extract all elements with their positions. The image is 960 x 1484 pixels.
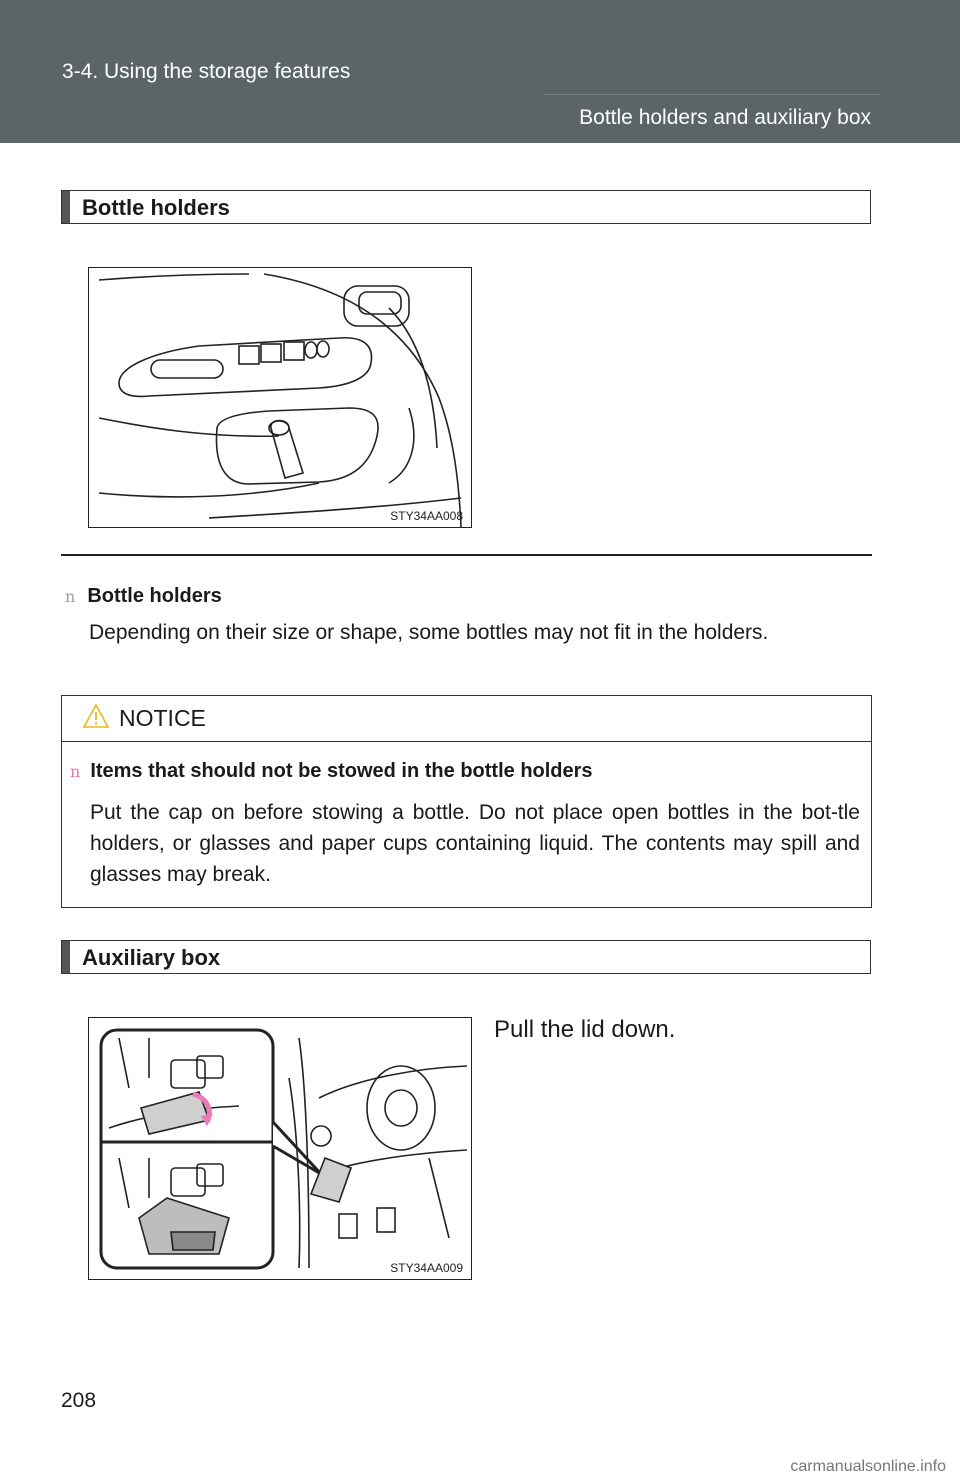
info-heading-text: Bottle holders	[87, 585, 222, 607]
chapter-title: 3-4. Using the storage features	[62, 60, 351, 83]
notice-heading	[70, 760, 593, 783]
notice-title-row	[62, 696, 871, 742]
warning-triangle-icon	[82, 703, 110, 729]
info-heading	[65, 585, 222, 608]
watermark: carmanualsonline.info	[790, 1458, 946, 1475]
dashboard-drawing	[89, 1018, 471, 1279]
page-subtitle: Bottle holders and auxiliary box	[579, 106, 871, 129]
notice-title: NOTICE	[119, 705, 206, 731]
bullet-marker: n	[65, 587, 76, 606]
notice-body: Put the cap on before stowing a bottle. Do not place open bottles in the bot-tle holders, or glasses and paper cups containing liquid. The contents may spill and glasses may break.	[90, 801, 860, 886]
section-heading-bottle-holders	[61, 190, 871, 224]
figure-code: STY34AA008	[390, 509, 463, 523]
section-heading-bar	[62, 191, 70, 223]
section-divider	[61, 554, 872, 556]
notice-bullet-marker: n	[70, 762, 81, 781]
page-number: 208	[61, 1389, 97, 1412]
section-title: Bottle holders	[82, 195, 230, 220]
auxiliary-box-instruction: Pull the lid down.	[494, 1016, 676, 1043]
notice-heading-text: Items that should not be stowed in the bottle holders	[90, 760, 593, 782]
notice-box	[61, 695, 872, 908]
section-title: Auxiliary box	[82, 945, 221, 970]
door-panel-drawing	[89, 268, 471, 527]
section-heading-bar	[62, 941, 70, 973]
header-rule	[545, 94, 881, 95]
section-heading-auxiliary-box	[61, 940, 871, 974]
auxiliary-box-illustration	[88, 1017, 472, 1280]
info-body: Depending on their size or shape, some bottles may not fit in the holders.	[89, 621, 769, 644]
figure-code: STY34AA009	[390, 1261, 463, 1275]
page-header	[0, 0, 960, 143]
bottle-holder-illustration	[88, 267, 472, 528]
